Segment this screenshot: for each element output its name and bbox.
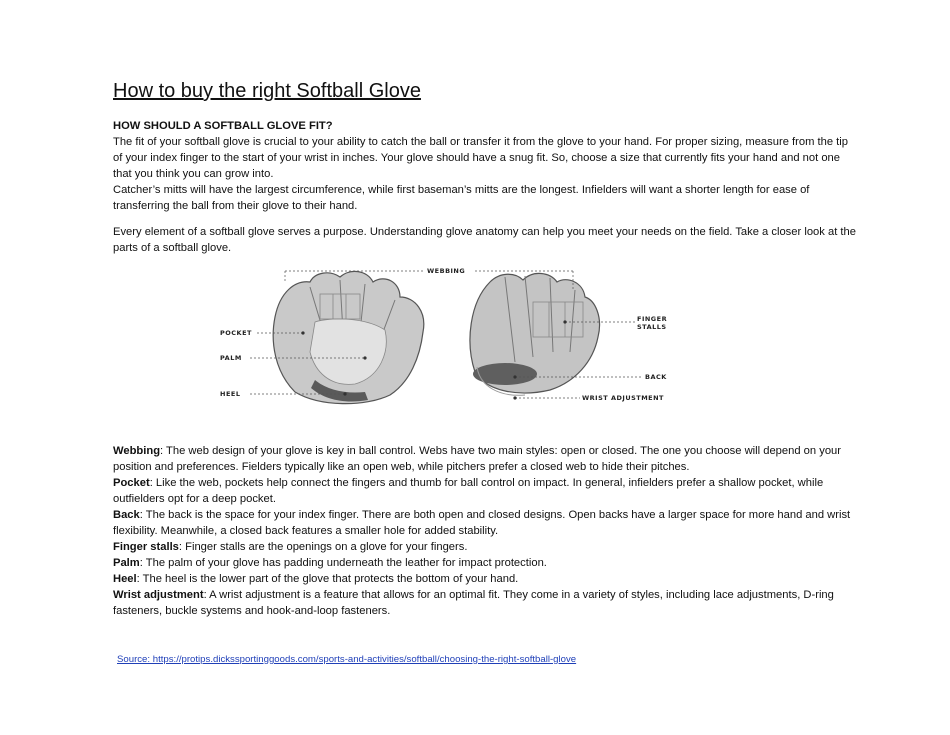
fit-paragraph-2: Catcher’s mitts will have the largest circumference, while first baseman’s mitts are the longest. Infielders will want a shorter length for ease of transferring the ball from their glove to their hand. <box>113 184 810 212</box>
fit-paragraph-1: The fit of your softball glove is crucial to your ability to catch the ball or transfer it from the glove to your hand. For proper sizing, measure from the tip of your index finger to the start of your wrist in inches. Your glove should have a snug fit. So, choose a size that currently fits your hand and not one that you think you can grow into. <box>113 136 848 180</box>
term: Wrist adjustment <box>113 589 204 601</box>
source-link[interactable]: Source: https://protips.dickssportinggoods.com/sports-and-activities/softball/choosing-the-right-softball-glove <box>117 654 577 665</box>
label-wrist-adjustment: WRIST ADJUSTMENT <box>582 394 664 402</box>
fit-heading: HOW SHOULD A SOFTBALL GLOVE FIT? <box>113 120 333 132</box>
description: : The palm of your glove has padding underneath the leather for impact protection. <box>139 557 547 569</box>
label-heel: HEEL <box>220 390 241 398</box>
description: : Finger stalls are the openings on a glove for your fingers. <box>178 541 468 553</box>
definition-pocket <box>113 475 858 507</box>
definition-finger-stalls <box>113 539 858 555</box>
definition-back <box>113 507 858 539</box>
label-pocket: POCKET <box>220 329 252 337</box>
description: : The heel is the lower part of the glove that protects the bottom of your hand. <box>136 573 519 585</box>
term: Palm <box>113 557 140 569</box>
term: Finger stalls <box>113 541 179 553</box>
term: Webbing <box>113 445 161 457</box>
label-back: BACK <box>645 373 667 381</box>
description: : The back is the space for your index finger. There are both open and closed designs. Open backs have a larger space for more hand and wrist flexibility. Meanwhile, a closed back features a smaller hole for added stability. <box>113 509 851 537</box>
label-webbing: WEBBING <box>427 267 466 275</box>
glove-diagram-svg <box>215 262 675 412</box>
label-finger-stalls-line1: FINGER <box>637 315 668 323</box>
definition-webbing <box>113 443 858 475</box>
label-finger-stalls-line2: STALLS <box>637 323 667 331</box>
definition-palm <box>113 555 858 571</box>
definition-wrist-adjustment <box>113 587 858 619</box>
document-body <box>113 78 858 256</box>
label-palm: PALM <box>220 354 242 362</box>
glove-anatomy-diagram <box>215 262 675 412</box>
term: Heel <box>113 573 137 585</box>
description: : A wrist adjustment is a feature that allows for an optimal fit. They come in a variety of styles, including lace adjustments, D-ring fasteners, buckle systems and hook-and-loop fasteners. <box>113 589 834 617</box>
page-title: How to buy the right Softball Glove <box>113 80 421 102</box>
term: Back <box>113 509 140 521</box>
glove-front-illustration <box>273 271 424 403</box>
definition-heel <box>113 571 858 587</box>
description: : The web design of your glove is key in ball control. Webs have two main styles: open or closed. The one you choose will depend on your position and preferences. Fielders typically like an open web, while pitchers prefer a closed web to hide their pitches. <box>113 445 841 473</box>
description: : Like the web, pockets help connect the fingers and thumb for ball control on impact. In general, infielders prefer a shallow pocket, while outfielders opt for a deep pocket. <box>113 477 824 505</box>
anatomy-intro: Every element of a softball glove serves a purpose. Understanding glove anatomy can help you meet your needs on the field. Take a closer look at the parts of a softball glove. <box>113 226 856 254</box>
term: Pocket <box>113 477 150 489</box>
definitions-list <box>113 443 858 619</box>
